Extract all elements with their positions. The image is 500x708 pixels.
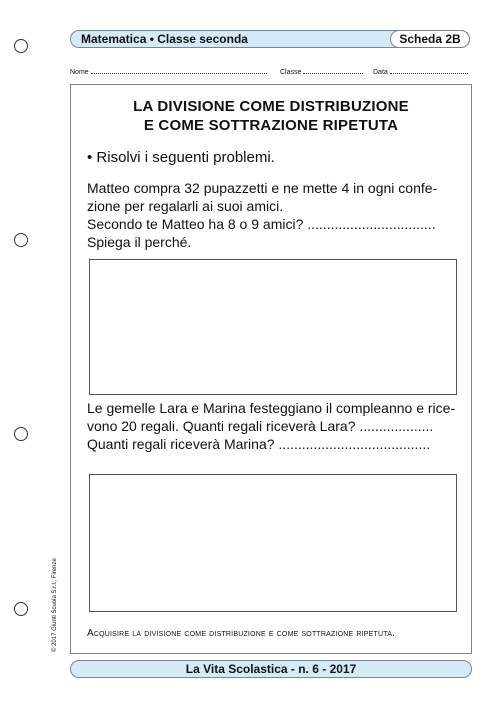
answer-box-1[interactable] <box>89 259 457 395</box>
subject-label: Matematica • Classe seconda <box>81 32 248 46</box>
title-line-2: E COME SOTTRAZIONE RIPETUTA <box>143 117 399 134</box>
date-field[interactable] <box>373 67 468 76</box>
problem-1-line: zione per regalarli ai suoi amici. <box>87 198 284 214</box>
class-field[interactable] <box>280 67 363 76</box>
problem-2-line: vono 20 regali. Quanti regali riceverà Lara? ................... <box>87 418 434 434</box>
problem-1-line: Spiega il perché. <box>87 234 192 250</box>
class-dots <box>303 67 363 74</box>
header-bar <box>70 30 470 48</box>
footer-bar: La Vita Scolastica - n. 6 - 2017 <box>70 660 472 678</box>
class-label: Classe <box>280 69 302 76</box>
binder-hole-bottom <box>14 602 28 616</box>
date-label: Data <box>373 69 388 76</box>
copyright-note: © 2017 Giunti Scuola S.r.l., Firenze <box>52 558 58 652</box>
problem-2 <box>87 399 467 453</box>
sheet-label: Scheda 2B <box>390 30 470 48</box>
instruction: • Risolvi i seguenti problemi. <box>87 149 275 166</box>
date-dots <box>390 67 468 74</box>
name-field[interactable] <box>70 67 267 76</box>
binder-hole-lower <box>14 427 28 441</box>
problem-1-line: Matteo compra 32 pupazzetti e ne mette 4 in ogni confe- <box>87 180 438 196</box>
learning-objective: Acquisire la divisione come distribuzione e come sottrazione ripetuta. <box>87 628 396 639</box>
name-label: Nome <box>70 69 89 76</box>
problem-1-line: Secondo te Matteo ha 8 o 9 amici? ................................. <box>87 216 436 232</box>
problem-2-line: Quanti regali riceverà Marina? ....................................... <box>87 436 431 452</box>
problem-2-line: Le gemelle Lara e Marina festeggiano il compleanno e rice- <box>87 400 456 416</box>
worksheet-panel <box>70 84 472 654</box>
binder-hole-top <box>14 39 28 53</box>
binder-hole-upper <box>14 233 28 247</box>
name-dots <box>91 67 267 74</box>
problem-1 <box>87 179 467 251</box>
title-line-1: LA DIVISIONE COME DISTRIBUZIONE <box>133 98 409 115</box>
answer-box-2[interactable] <box>89 474 457 612</box>
